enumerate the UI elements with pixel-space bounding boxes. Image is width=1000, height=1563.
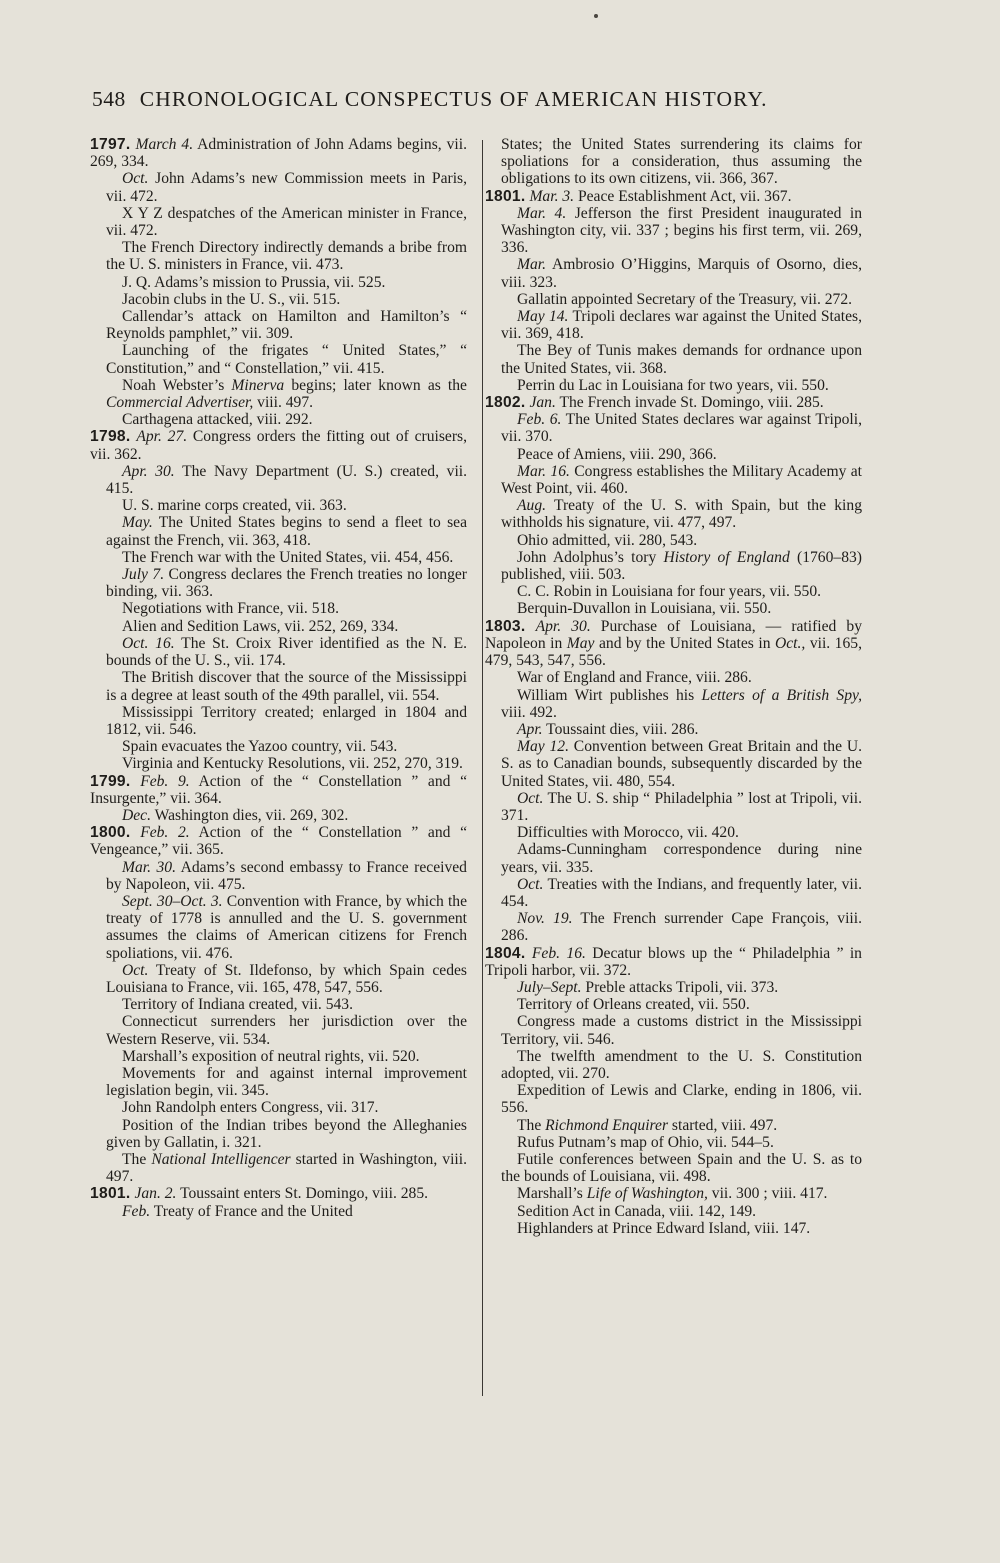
entry-text: The French war with the United States, vii. 454, 456.: [122, 548, 454, 566]
entry-date: Mar.: [517, 256, 547, 274]
entry-text: The French invade St. Domingo, viii. 285.: [555, 394, 824, 412]
entry-text: Congress establishes the Military Academy at West Point, vii. 460.: [501, 462, 862, 498]
entry-text: U. S. marine corps created, vii. 363.: [122, 497, 347, 515]
entry-text: started in Washington, viii. 497.: [106, 1150, 467, 1186]
entry-date: Jan. 2.: [134, 1185, 177, 1203]
entry-text: and by the United States in: [594, 634, 775, 652]
chronology-entry: [90, 773, 467, 807]
entry-text: The St. Croix River identified as the N. E. bounds of the U. S., vii. 174.: [106, 634, 468, 670]
left-column: [90, 136, 468, 1220]
entry-text: Position of the Indian tribes beyond the Alleghanies given by Gallatin, i. 321.: [106, 1116, 467, 1151]
entry-text: States; the United States surrendering its claims for spoliations for a consideration, thus assuming the obligations to its own citizens, vii. 366, 367.: [501, 136, 862, 188]
chronology-entry: [106, 893, 467, 962]
entry-text: The: [122, 1150, 152, 1168]
chronology-entry: [106, 755, 467, 772]
entry-text: The French Directory indirectly demands a bribe from the U. S. ministers in France, vii. 473.: [106, 239, 467, 274]
entry-text: Virginia and Kentucky Resolutions, vii. 252, 270, 319.: [122, 755, 463, 773]
chronology-entry: [106, 1048, 467, 1065]
chronology-entry: [106, 308, 467, 342]
chronology-entry: [106, 1117, 467, 1151]
column-divider: [482, 140, 483, 1396]
entry-date: Feb. 6.: [517, 411, 562, 429]
entry-text: Negotiations with France, vii. 518.: [122, 600, 339, 618]
entry-date: July 7.: [122, 566, 165, 584]
printed-speck: [594, 14, 598, 18]
entry-year: 1798.: [90, 428, 131, 446]
entry-text: viii. 497.: [253, 394, 314, 412]
entry-text: Treaty of the U. S. with Spain, but the king withholds his signature, vii. 477, 497.: [501, 497, 862, 532]
entry-date: Feb. 2.: [140, 824, 190, 842]
entry-title-italic: Letters of a British Spy,: [701, 686, 862, 704]
chronology-entry: [501, 497, 862, 531]
chronology-entry: [501, 136, 862, 188]
chronology-entry: [106, 1099, 467, 1116]
entry-text: Marshall’s exposition of neutral rights, vii. 520.: [122, 1047, 420, 1065]
entry-text: Marshall’s: [517, 1185, 587, 1203]
entry-text: Treaty of France and the United: [150, 1202, 353, 1220]
chronology-entry: [106, 807, 467, 824]
entry-text: begins; later known as the: [284, 376, 467, 394]
chronology-entry: [106, 342, 467, 376]
chronology-entry: [106, 1013, 467, 1047]
chronology-entry: [501, 549, 862, 583]
entry-date: May.: [122, 514, 153, 532]
entry-text: Launching of the frigates “ United States,” “ Constitution,” and “ Constellation,” vii. 415.: [106, 342, 467, 377]
chronology-entry: [106, 962, 467, 996]
entry-text: The Bey of Tunis makes demands for ordnance upon the United States, vii. 368.: [501, 342, 862, 377]
chronology-entry: [106, 1065, 467, 1099]
entry-text: Alien and Sedition Laws, vii. 252, 269, 334.: [122, 617, 399, 635]
entry-text: Adams’s second embassy to France received by Napoleon, vii. 475.: [106, 858, 467, 893]
chronology-entry: [106, 514, 467, 548]
entry-title-italic: Minerva: [231, 376, 285, 394]
chronology-entry: [106, 239, 467, 273]
entry-text: Futile conferences between Spain and the U. S. as to the bounds of Louisiana, vii. 498.: [501, 1150, 862, 1186]
entry-date: Apr. 27.: [136, 428, 188, 446]
chronology-entry: [501, 721, 862, 738]
entry-text: J. Q. Adams’s mission to Prussia, vii. 525.: [122, 273, 386, 291]
entry-year: 1802.: [485, 394, 526, 412]
entry-text: Washington dies, vii. 269, 302.: [151, 806, 349, 824]
chronology-entry: [501, 532, 862, 549]
entry-text: C. C. Robin in Louisiana for four years, vii. 550.: [517, 583, 822, 601]
chronology-entry: [501, 342, 862, 376]
chronology-entry: [501, 996, 862, 1013]
entry-text: (1760–83) published, viii. 503.: [501, 548, 862, 584]
entry-text: Toussaint dies, viii. 286.: [542, 720, 699, 738]
chronology-entry: [501, 205, 862, 257]
chronology-entry: [106, 274, 467, 291]
chronology-entry: [501, 463, 862, 497]
entry-text: The United States begins to send a fleet to sea against the French, vii. 363, 418.: [106, 514, 467, 549]
chronology-entry: [501, 841, 862, 875]
chronology-entry: [485, 618, 862, 670]
chronology-entry: [501, 669, 862, 686]
entry-date: March 4.: [135, 136, 194, 153]
chronology-entry: [106, 549, 467, 566]
entry-text: Perrin du Lac in Louisiana for two years, vii. 550.: [517, 376, 829, 394]
entry-text: Spain evacuates the Yazoo country, vii. 543.: [122, 738, 398, 756]
entry-date: Mar. 3.: [529, 187, 575, 205]
entry-text: Congress made a customs district in the Mississippi Territory, vii. 546.: [501, 1013, 862, 1048]
entry-text: Action of the “ Constellation ” and “ Vengeance,” vii. 365.: [90, 824, 467, 859]
chronology-entry: [90, 428, 467, 462]
chronology-entry: [106, 497, 467, 514]
entry-date: Feb. 9.: [140, 772, 190, 790]
chronology-entry: [106, 291, 467, 308]
chronology-entry: [485, 394, 862, 411]
chronology-entry: [106, 170, 467, 204]
entry-year: 1797.: [90, 136, 131, 153]
chronology-entry: [501, 1220, 862, 1237]
entry-text: Preble attacks Tripoli, vii. 373.: [581, 978, 779, 996]
chronology-entry: [90, 1185, 467, 1202]
entry-date: Oct.: [517, 789, 544, 807]
entry-text: The Navy Department (U. S.) created, vii. 415.: [106, 462, 468, 498]
entry-text: Highlanders at Prince Edward Island, viii. 147.: [517, 1219, 811, 1237]
entry-text: Movements for and against internal improvement legislation begin, vii. 345.: [106, 1064, 467, 1100]
chronology-entry: [501, 600, 862, 617]
chronology-entry: [501, 291, 862, 308]
chronology-entry: [106, 996, 467, 1013]
entry-date: Oct.: [122, 170, 149, 188]
chronology-entry: [106, 1203, 467, 1220]
chronology-entry: [106, 859, 467, 893]
entry-text: John Adams’s new Commission meets in Paris, vii. 472.: [106, 170, 467, 205]
chronology-entry: [485, 945, 862, 979]
entry-date: Apr.: [517, 720, 543, 738]
entry-year: 1804.: [485, 944, 526, 962]
entry-text: Noah Webster’s: [122, 376, 232, 394]
chronology-entry: [501, 790, 862, 824]
entry-text: Territory of Orleans created, vii. 550.: [517, 996, 750, 1014]
chronology-entry: [501, 687, 862, 721]
chronology-entry: [106, 738, 467, 755]
chronology-entry: [501, 377, 862, 394]
entry-text: Administration of John Adams begins, vii. 269, 334.: [90, 136, 467, 171]
entry-text: Toussaint enters St. Domingo, viii. 285.: [176, 1185, 429, 1203]
chronology-entry: [501, 446, 862, 463]
entry-text: vii. 300 ; viii. 417.: [707, 1185, 828, 1203]
entry-text: Action of the “ Constellation ” and “ Insurgente,” vii. 364.: [90, 772, 467, 807]
entry-date: Feb. 16.: [531, 944, 586, 962]
chronology-entry: [501, 1185, 862, 1202]
entry-title-italic: Commercial Advertiser,: [106, 394, 254, 412]
entry-text: Sedition Act in Canada, viii. 142, 149.: [517, 1202, 757, 1220]
chronology-entry: [501, 1134, 862, 1151]
entry-date: May 12.: [517, 738, 569, 756]
chronology-entry: [106, 205, 467, 239]
entry-year: 1801.: [485, 187, 526, 205]
entry-text: Connecticut surrenders her jurisdiction over the Western Reserve, vii. 534.: [106, 1013, 467, 1048]
chronology-entry: [106, 635, 467, 669]
entry-text: Expedition of Lewis and Clarke, ending in 1806, vii. 556.: [501, 1082, 862, 1117]
chronology-entry: [90, 824, 467, 858]
entry-title-italic: Life of Washington,: [586, 1185, 708, 1203]
chronology-entry: [106, 704, 467, 738]
chronology-entry: [501, 979, 862, 996]
chronology-entry: [501, 876, 862, 910]
chronology-entry: [501, 1203, 862, 1220]
chronology-entry: [106, 618, 467, 635]
entry-year: 1801.: [90, 1185, 131, 1203]
entry-text: Convention with France, by which the treaty of 1778 is annulled and the U. S. government assumes the claims of American citizens for French spoliations, vii. 476.: [106, 892, 467, 962]
entry-text: Adams-Cunningham correspondence during nine years, vii. 335.: [501, 841, 862, 876]
entry-text: Ohio admitted, vii. 280, 543.: [517, 531, 698, 549]
entry-text: Congress declares the French treaties no longer binding, vii. 363.: [106, 566, 467, 601]
entry-text: The British discover that the source of the Mississippi is a degree at least south of the 49th parallel, vii. 554.: [106, 669, 467, 704]
entry-text: William Wirt publishes his: [517, 686, 702, 704]
chronology-entry: [501, 411, 862, 445]
chronology-entry: [106, 411, 467, 428]
entry-text: X Y Z despatches of the American minister in France, vii. 472.: [106, 204, 467, 240]
chronology-entry: [501, 1082, 862, 1116]
entry-date: Oct.: [122, 961, 149, 979]
entry-title-italic: Oct.,: [775, 634, 806, 652]
chronology-entry: [106, 463, 467, 497]
chronology-entry: [501, 1013, 862, 1047]
entry-text: Peace of Amiens, viii. 290, 366.: [517, 445, 717, 463]
chronology-entry: [501, 824, 862, 841]
entry-title-italic: Richmond Enquirer: [545, 1116, 669, 1134]
entry-text: Carthagena attacked, viii. 292.: [122, 411, 313, 429]
entry-date: Aug.: [517, 497, 547, 515]
chronology-entry: [90, 136, 467, 170]
chronology-entry: [106, 566, 467, 600]
entry-text: Tripoli declares war against the United States, vii. 369, 418.: [501, 308, 862, 343]
entry-text: Peace Establishment Act, vii. 367.: [574, 187, 792, 205]
entry-text: John Randolph enters Congress, vii. 317.: [122, 1099, 379, 1117]
entry-text: The French surrender Cape François, viii. 286.: [501, 910, 862, 945]
chronology-entry: [501, 583, 862, 600]
entry-date: Sept. 30–Oct. 3.: [122, 892, 223, 910]
entry-text: War of England and France, viii. 286.: [517, 669, 752, 687]
entry-title-italic: May: [566, 634, 595, 652]
entry-year: 1799.: [90, 772, 131, 790]
entry-text: viii. 492.: [501, 703, 557, 721]
entry-text: Congress orders the fitting out of cruisers, vii. 362.: [90, 428, 468, 463]
entry-text: started, viii. 497.: [668, 1116, 778, 1134]
entry-date: Dec.: [122, 806, 152, 824]
entry-date: Mar. 30.: [122, 858, 176, 876]
right-column: [485, 136, 863, 1237]
entry-text: The U. S. ship “ Philadelphia ” lost at Tripoli, vii. 371.: [501, 789, 862, 824]
entry-date: Oct.: [517, 875, 544, 893]
running-header: [92, 86, 812, 112]
entry-text: Treaty of St. Ildefonso, by which Spain cedes Louisiana to France, vii. 165, 478, 547, 556.: [106, 961, 467, 996]
chronology-entry: [501, 738, 862, 790]
chronology-entry: [501, 256, 862, 290]
entry-text: Ambrosio O’Higgins, Marquis of Osorno, dies, viii. 323.: [501, 256, 862, 291]
page-number: 548: [92, 87, 126, 111]
entry-text: Jacobin clubs in the U. S., vii. 515.: [122, 290, 341, 308]
entry-title-italic: History of England: [663, 548, 790, 566]
entry-text: Convention between Great Britain and the U. S. as to Canadian bounds, subsequently discarded by the United States, vii. 480, 554.: [501, 738, 862, 790]
entry-year: 1800.: [90, 824, 131, 842]
chronology-entry: [106, 377, 467, 411]
entry-date: Mar. 16.: [517, 462, 570, 480]
chronology-entry: [501, 1151, 862, 1185]
entry-text: Berquin-Duvallon in Louisiana, vii. 550.: [517, 600, 772, 618]
entry-text: Rufus Putnam’s map of Ohio, vii. 544–5.: [517, 1133, 774, 1151]
entry-text: Mississippi Territory created; enlarged in 1804 and 1812, vii. 546.: [106, 703, 467, 738]
entry-date: Feb.: [122, 1202, 151, 1220]
entry-text: The United States declares war against Tripoli, vii. 370.: [501, 411, 862, 446]
running-title: CHRONOLOGICAL CONSPECTUS OF AMERICAN HISTORY.: [139, 87, 768, 111]
chronology-entry: [501, 1117, 862, 1134]
chronology-entry: [106, 1151, 467, 1185]
entry-text: Difficulties with Morocco, vii. 420.: [517, 824, 739, 842]
entry-text: John Adolphus’s tory: [517, 548, 664, 566]
entry-text: The twelfth amendment to the U. S. Constitution adopted, vii. 270.: [501, 1047, 862, 1082]
chronology-entry: [501, 308, 862, 342]
entry-text: Territory of Indiana created, vii. 543.: [122, 996, 353, 1014]
chronology-entry: [485, 188, 862, 205]
entry-text: Purchase of Louisiana, — ratified by Napoleon in: [485, 617, 863, 652]
entry-date: Apr. 30.: [535, 617, 591, 635]
entry-date: May 14.: [517, 308, 569, 326]
entry-title-italic: National Intelligencer: [151, 1150, 291, 1168]
chronology-entry: [106, 669, 467, 703]
entry-text: Treaties with the Indians, and frequently later, vii. 454.: [501, 875, 862, 910]
chronology-entry: [106, 600, 467, 617]
entry-date: July–Sept.: [517, 978, 582, 996]
chronology-entry: [501, 910, 862, 944]
entry-date: Nov. 19.: [517, 910, 573, 928]
chronology-entry: [501, 1048, 862, 1082]
entry-date: Oct. 16.: [122, 634, 175, 652]
entry-date: Apr. 30.: [122, 462, 175, 480]
entry-text: Jefferson the first President inaugurated in Washington city, vii. 337 ; begins his first term, vii. 269, 336.: [501, 204, 862, 257]
entry-date: Mar. 4.: [517, 204, 567, 222]
entry-year: 1803.: [485, 617, 526, 635]
entry-text: Decatur blows up the “ Philadelphia ” in Tripoli harbor, vii. 372.: [485, 944, 862, 979]
entry-date: Jan.: [529, 394, 556, 412]
entry-text: Callendar’s attack on Hamilton and Hamilton’s “ Reynolds pamphlet,” vii. 309.: [106, 308, 467, 343]
entry-text: vii. 165, 479, 543, 547, 556.: [485, 634, 862, 670]
entry-text: Gallatin appointed Secretary of the Treasury, vii. 272.: [517, 290, 853, 308]
entry-text: The: [517, 1116, 546, 1134]
